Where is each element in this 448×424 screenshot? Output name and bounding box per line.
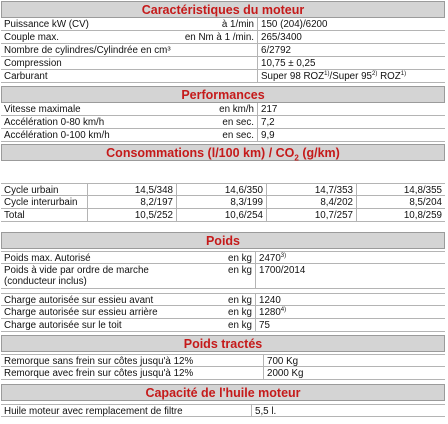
row-label: Charge autorisée sur essieu arrière: [4, 307, 158, 318]
row-unit: en sec.: [222, 130, 254, 141]
consumption-value: 10,7/257: [266, 209, 356, 221]
table-row: [1, 196, 445, 209]
row-unit: en kg: [228, 295, 252, 305]
table-row: [1, 209, 445, 222]
row-value: 10,75 ± 0,25: [257, 57, 445, 69]
table-row: [1, 116, 445, 129]
row-value: 75: [255, 319, 445, 331]
table-row: [1, 404, 445, 417]
row-unit: à 1/min: [221, 19, 254, 30]
row-label: Nombre de cylindres/Cylindrée en cm³: [4, 45, 171, 56]
row-value: 217: [257, 103, 445, 115]
row-label: Remorque avec frein sur côtes jusqu'à 12%: [4, 368, 194, 379]
row-value: 1280$^{4)}$: [255, 306, 445, 318]
table-row: [1, 354, 445, 367]
table-row: [1, 103, 445, 116]
table-row: [1, 57, 445, 70]
section-title-towing: Poids tractés: [1, 335, 445, 352]
consumption-value: 14,8/355: [356, 184, 445, 195]
row-label: Charge autorisée sur le toit: [4, 320, 122, 331]
consumption-value: 14,5/348: [87, 184, 176, 195]
consumption-value: 10,6/254: [176, 209, 266, 221]
row-value: 2470$^{3)}$: [255, 252, 445, 263]
row-unit: en kg: [228, 320, 252, 331]
section-title-oil: Capacité de l'huile moteur: [1, 384, 445, 401]
table-row: [1, 44, 445, 57]
section-title-consumption: Consommations (l/100 $km) / CO_2$ (g/km): [1, 144, 445, 161]
row-value: 265/3400: [257, 31, 445, 43]
row-label: Cycle interurbain: [4, 197, 78, 208]
row-value: 9,9: [257, 129, 445, 141]
row-label: Couple max.: [4, 32, 59, 43]
table-row: [1, 319, 445, 332]
row-label: Puissance kW (CV): [4, 19, 89, 30]
table-row: [1, 70, 445, 83]
row-value: 2000 Kg: [263, 367, 445, 379]
consumption-value: 14,7/353: [266, 184, 356, 195]
consumption-value: 10,8/259: [356, 209, 445, 221]
row-value: 150 (204)/6200: [257, 18, 445, 30]
consumption-value: 8,4/202: [266, 196, 356, 208]
consumption-value: 14,6/350: [176, 184, 266, 195]
row-label: Huile moteur avec remplacement de filtre: [4, 406, 183, 416]
consumption-value: 8,3/199: [176, 196, 266, 208]
row-label: Poids à vide par ordre de marche (conducteur inclus): [4, 265, 149, 287]
table-row: [1, 18, 445, 31]
row-value: 7,2: [257, 116, 445, 128]
section-title-engine: Caractéristiques du moteur: [1, 1, 445, 18]
row-value: 6/2792: [257, 44, 445, 56]
row-unit: en kg: [228, 307, 252, 318]
row-label: Charge autorisée sur essieu avant: [4, 295, 154, 305]
table-row: [1, 251, 445, 264]
row-value: 1240: [255, 294, 445, 305]
row-value: 5,5 l.: [251, 405, 445, 416]
row-unit: en Nm à 1 /min.: [184, 32, 254, 43]
section-title-performance: Performances: [1, 86, 445, 103]
table-row: [1, 264, 445, 289]
row-unit: en sec.: [222, 117, 254, 128]
table-row: [1, 367, 445, 380]
row-label: Accélération 0-80 km/h: [4, 117, 105, 128]
row-label: Poids max. Autorisé: [4, 253, 91, 263]
table-row: [1, 31, 445, 44]
row-label: Remorque sans frein sur côtes jusqu'à 12%: [4, 356, 194, 366]
consumption-value: 8,2/197: [87, 196, 176, 208]
row-value: 700 Kg: [263, 355, 445, 366]
fuel-value: Super 98 ROZ$^{1)}$/Super 95$^{2)}$ ROZ$^{1)}$: [257, 70, 445, 82]
consumption-value: 10,5/252: [87, 209, 176, 221]
row-unit: en kg: [228, 253, 252, 263]
row-label: Vitesse maximale: [4, 104, 81, 115]
row-label: Accélération 0-100 km/h: [4, 130, 110, 141]
row-label: Compression: [4, 58, 62, 69]
table-row: [1, 183, 445, 196]
table-row: [1, 293, 445, 306]
row-unit: en km/h: [219, 104, 254, 115]
section-title-weights: Poids: [1, 232, 445, 249]
consumption-value: 8,5/204: [356, 196, 445, 208]
row-label: Total: [4, 210, 25, 221]
table-row: [1, 306, 445, 319]
technical-specifications-sheet: [1, 1, 447, 422]
row-label: Cycle urbain: [4, 185, 59, 195]
table-row: [1, 129, 445, 142]
row-value: 1700/2014: [255, 264, 445, 288]
row-unit: en kg: [228, 265, 252, 276]
row-label: Carburant: [4, 71, 48, 82]
